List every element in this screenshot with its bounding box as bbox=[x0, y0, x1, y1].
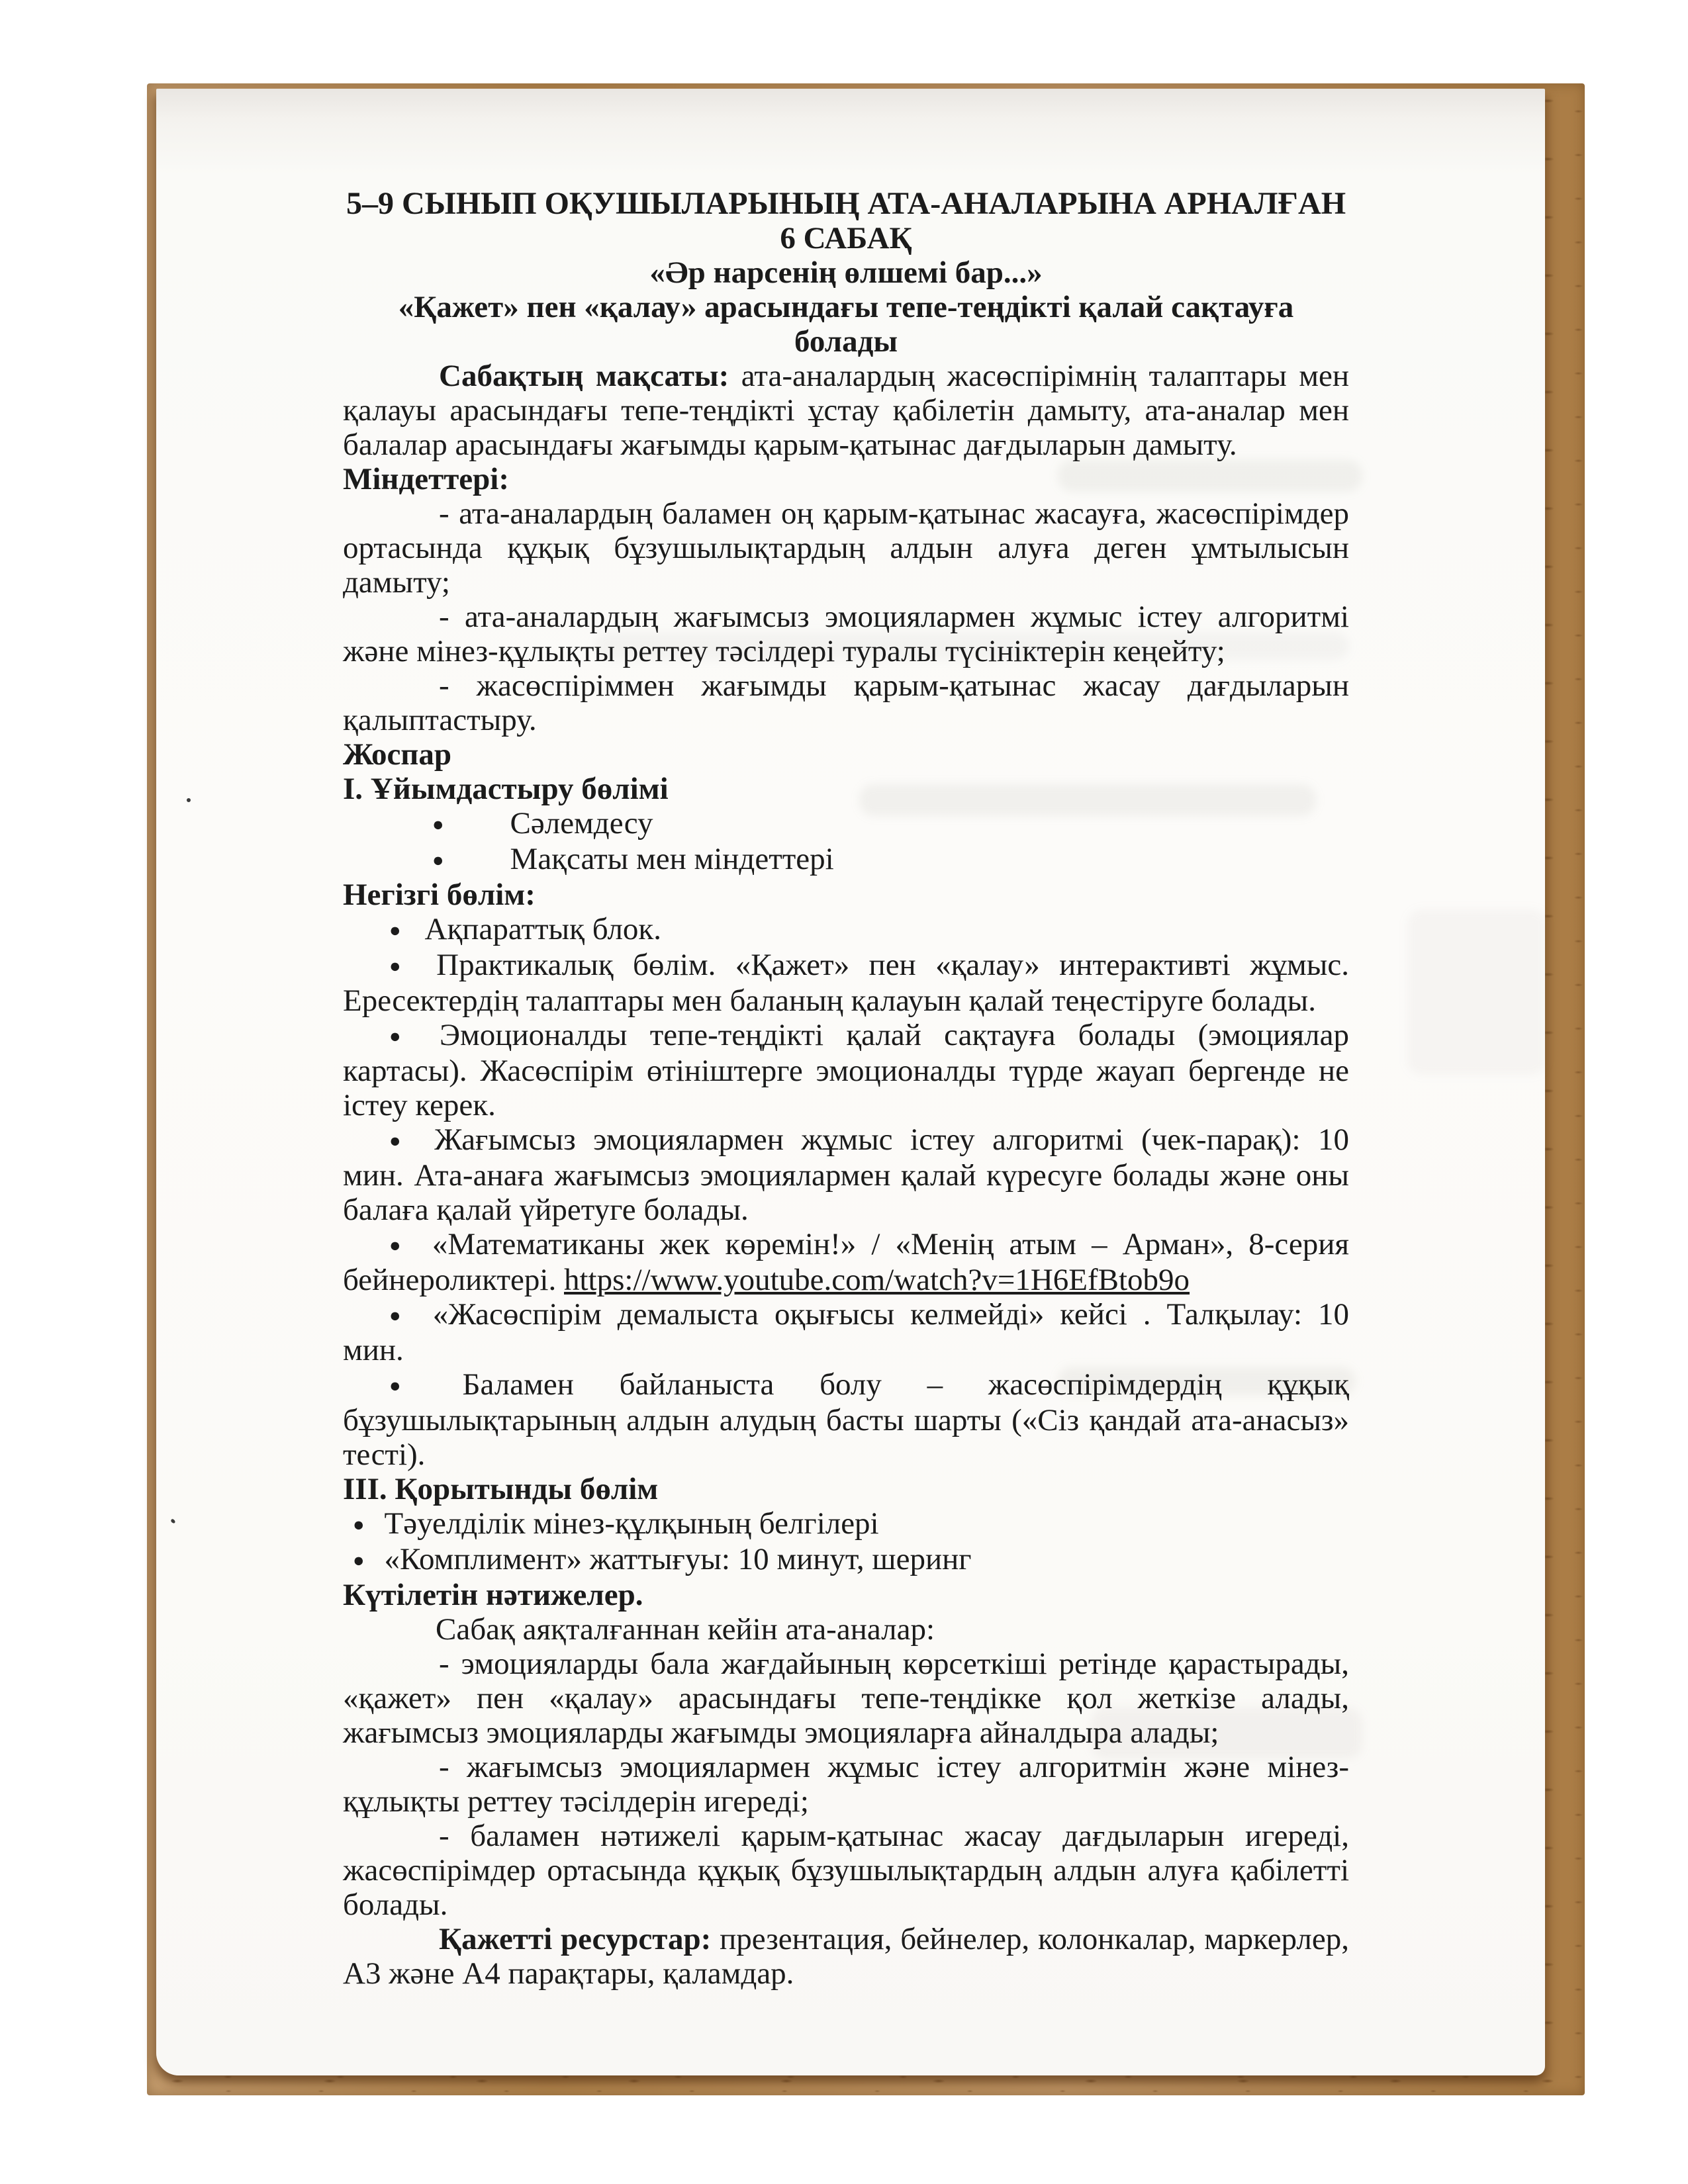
youtube-link: https://www.youtube.com/watch?v=1H6EfBtob9o bbox=[563, 1263, 1190, 1297]
main-list-item bbox=[343, 1367, 1349, 1472]
main-item-text: Баламен байланыста болу – жасөспірімдердің құқық бұзушылықтарының алдын алудың басты шарты («Сіз қандай ата-анасыз» тесті). bbox=[343, 1367, 1349, 1472]
goal-paragraph bbox=[343, 359, 1349, 462]
resources-paragraph bbox=[343, 1922, 1349, 1991]
main-list-item bbox=[343, 1297, 1349, 1367]
document-title: 5–9 СЫНЫП ОҚУШЫЛАРЫНЫҢ АТА-АНАЛАРЫНА АРНАЛҒАН bbox=[346, 186, 1346, 221]
plan-heading: Жоспар bbox=[343, 737, 452, 772]
main-list-item bbox=[343, 1018, 1349, 1122]
main-item-text: «Математиканы жек көремін!» / «Менің атым – Арман», 8-серия бейнероликтері. bbox=[343, 1227, 1349, 1297]
expected-results-heading: Күтілетін нәтижелер. bbox=[343, 1578, 643, 1612]
main-item-text: Жағымсыз эмоциялармен жұмыс істеу алгоритмі (чек-парақ): 10 мин. Ата-анаға жағымсыз эмоциялармен қалай күресуге болады және оны балаға қалай үйретуге болады. bbox=[343, 1122, 1349, 1227]
main-item-text: Ақпараттық блок. bbox=[424, 912, 661, 946]
bullet-icon: ● bbox=[353, 1514, 365, 1535]
topic: «Қажет» пен «қалау» арасындағы тепе-теңдікті қалай сақтауға болады bbox=[398, 290, 1294, 359]
org-section-heading: I. Ұйымдастыру бөлімі bbox=[343, 772, 669, 806]
bleed-through-artifact bbox=[1407, 909, 1546, 1075]
ink-speck bbox=[170, 1518, 176, 1524]
bullet-icon: ● bbox=[389, 1375, 439, 1396]
main-list-item bbox=[343, 1227, 1349, 1297]
bullet-icon: ● bbox=[432, 814, 444, 835]
objective-item: - ата-аналардың жағымсыз эмоциялармен жұмыс істеу алгоритмі және мінез-құлықты реттеу тәсілдері туралы түсініктерін кеңейту; bbox=[343, 600, 1349, 668]
final-list-item bbox=[343, 1506, 1349, 1542]
objectives-heading: Міндеттері: bbox=[343, 462, 510, 496]
objective-item: - жасөспіріммен жағымды қарым-қатынас жасау дағдыларын қалыптастыру. bbox=[343, 668, 1349, 737]
final-item-label: «Комплимент» жаттығуы: 10 минут, шеринг bbox=[384, 1542, 972, 1576]
final-section-heading: III. Қорытынды бөлім bbox=[343, 1472, 659, 1506]
paper-sheet bbox=[156, 89, 1545, 2075]
photo-of-document bbox=[147, 83, 1585, 2095]
org-list-item bbox=[343, 842, 1349, 878]
main-item-text: Эмоционалды тепе-теңдікті қалай сақтауға болады (эмоциялар картасы). Жасөспірім өтініштерге эмоционалды түрде жауап бергенде не істеу керек. bbox=[343, 1018, 1349, 1122]
bullet-icon: ● bbox=[389, 956, 413, 977]
org-item-label: Сәлемдесу bbox=[510, 806, 653, 841]
resources-label: Қажетті ресурстар: bbox=[439, 1922, 712, 1956]
main-list-item bbox=[343, 1122, 1349, 1227]
org-item-label: Мақсаты мен міндеттері bbox=[510, 842, 834, 876]
bullet-icon: ● bbox=[353, 1550, 365, 1571]
main-list-item bbox=[343, 912, 1349, 948]
bullet-icon: ● bbox=[389, 1305, 409, 1326]
final-item-label: Тәуелділік мінез-құлқының белгілері bbox=[384, 1506, 879, 1541]
bullet-icon: ● bbox=[389, 1235, 408, 1256]
ink-speck bbox=[187, 798, 191, 802]
document-text bbox=[343, 187, 1349, 1991]
main-list-item bbox=[343, 948, 1349, 1018]
expected-intro: Сабақ аяқталғаннан кейін ата-аналар: bbox=[436, 1612, 935, 1647]
final-list-item bbox=[343, 1542, 1349, 1578]
lesson-number: 6 САБАҚ bbox=[780, 221, 912, 255]
objective-item: - ата-аналардың баламен оң қарым-қатынас жасауға, жасөспірімдер ортасында құқық бұзушылықтардың алдын алуға деген ұмтылысын дамыту; bbox=[343, 496, 1349, 600]
expected-item: - жағымсыз эмоциялармен жұмыс істеу алгоритмін және мінез-құлықты реттеу тәсілдерін игереді; bbox=[343, 1750, 1349, 1819]
expected-item: - баламен нәтижелі қарым-қатынас жасау дағдыларын игереді, жасөспірімдер ортасында құқық бұзушылықтардың алдын алуға қабілетті болады. bbox=[343, 1819, 1349, 1922]
main-item-text: «Жасөспірім демалыста оқығысы келмейді» кейсі . Талқылау: 10 мин. bbox=[343, 1297, 1349, 1367]
goal-label: Сабақтың мақсаты: bbox=[439, 359, 729, 393]
main-item-text: Практикалық бөлім. «Қажет» пен «қалау» интерактивті жұмыс. Ересектердің талаптары мен баланың қалауын қалай теңестіруге болады. bbox=[343, 948, 1349, 1018]
goal-text: ата-аналардың жасөспірімнің талаптары мен қалауы арасындағы тепе-теңдікті ұстау қабілетін дамыту, ата-аналар мен балалар арасындағы жағымды қарым-қатынас дағдыларын дамыту. bbox=[343, 359, 1350, 462]
epigraph: «Әр нарсенің өлшемі бар...» bbox=[649, 255, 1043, 290]
bullet-icon: ● bbox=[432, 850, 444, 871]
expected-item: - эмоцияларды бала жағдайының көрсеткіші ретінде қарастырады, «қажет» пен «қалау» арасындағы тепе-теңдікке қол жеткізе алады, жағымсыз эмоцияларды жағымды эмоцияларға айналдыра алады; bbox=[343, 1647, 1349, 1750]
main-section-heading: Негізгі бөлім: bbox=[343, 878, 536, 912]
org-list-item bbox=[343, 806, 1349, 842]
bullet-icon: ● bbox=[389, 920, 401, 941]
resources-text: презентация, бейнелер, колонкалар, маркерлер, А3 және А4 парақтары, қаламдар. bbox=[343, 1922, 1349, 1991]
bullet-icon: ● bbox=[389, 1130, 411, 1152]
bullet-icon: ● bbox=[389, 1026, 416, 1047]
